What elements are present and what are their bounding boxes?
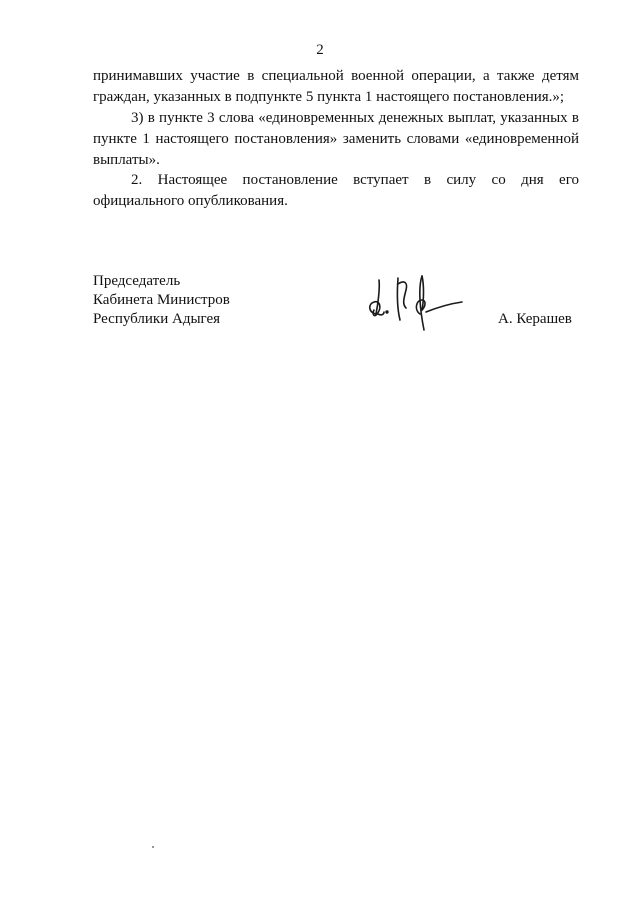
paragraph-item-3: 3) в пункте 3 слова «единовременных денежных выплат, указанных в пункте 1 настоящего постановления» заменить словами «единовременной выплаты». — [93, 110, 579, 168]
page-number: 2 — [316, 42, 324, 58]
scan-speck — [152, 846, 154, 848]
signatory-title-line: Республики Адыгея — [93, 311, 221, 327]
signatory-title-line: Председатель — [93, 273, 181, 289]
paragraph-continuation: принимавших участие в специальной военной операции, а также детям граждан, указанных в подпункте 5 пункта 1 настоящего постановления.»; — [93, 68, 579, 105]
signatory-name: А. Керашев — [498, 311, 572, 327]
signatory-title — [93, 272, 230, 329]
effective-date-block — [93, 170, 579, 212]
paragraph-effective-date: 2. Настоящее постановление вступает в силу со дня его официального опубликования. — [93, 172, 579, 209]
signatory-title-line: Кабинета Министров — [93, 292, 230, 308]
handwritten-signature-icon — [362, 270, 466, 334]
amendment-text-block — [93, 66, 579, 171]
